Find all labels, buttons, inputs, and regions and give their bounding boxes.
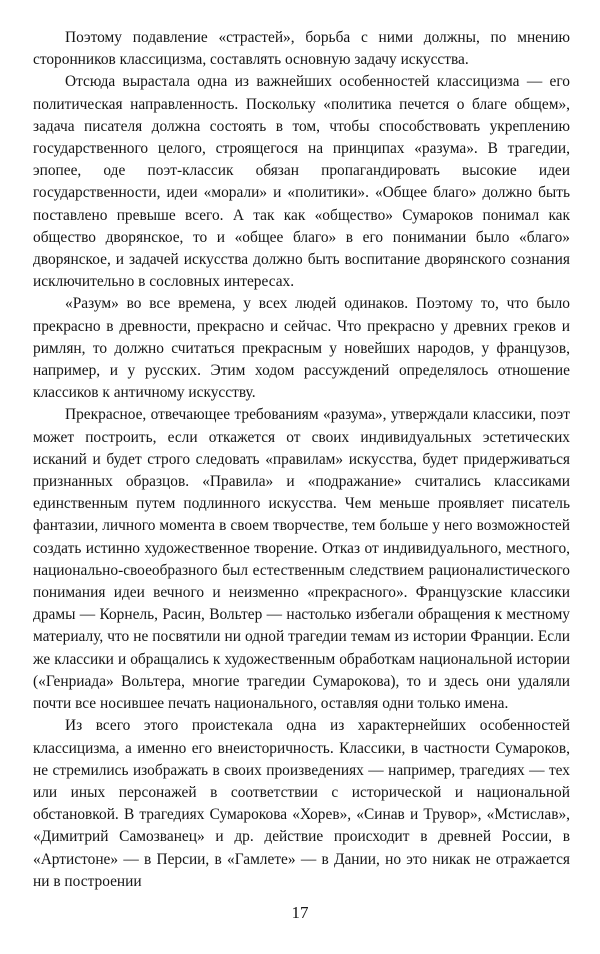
paragraph-5: Из всего этого проистекала одна из характернейших особенностей классицизма, а именно его внеисторичность. Классики, в частности Сумароков, не стремились изображать в своих произведениях — например, трагедиях — тех или иных персонажей в соответствии с исторической и национальной обстановкой. В трагедиях Сумарокова «Хорев», «Синав и Трувор», «Мстислав», «Димитрий Самозванец» и др. действие происходит в древней России, в «Артистоне» — в Персии, в «Гамлете» — в Дании, но это никак не отражается ни в построении [33, 717, 570, 890]
page-text [33, 27, 570, 893]
paragraph-1: Поэтому подавление «страстей», борьба с ними должны, по мнению сторонников классицизма, составлять основную задачу искусства. [33, 29, 570, 69]
paragraph-4: Прекрасное, отвечающее требованиям «разума», утверждали классики, поэт может построить, если откажется от своих индивидуальных эстетических исканий и будет строго следовать «правилам» искусства, будет придерживаться признанных образцов. «Правила» и «подражание» считались классиками единственным путем подлинного искусства. Чем меньше проявляет писатель фантазии, личного момента в своем творчестве, тем больше у него возможностей создать истинно художественное творение. Отказ от индивидуального, местного, национально-своеобразного был естественным следствием рационалистического понимания идеи вечного и неизменно «прекрасного». Французские классики драмы — Корнель, Расин, Вольтер — настолько избегали обращения к местному материалу, что не посвятили ни одной трагедии темам из истории Франции. Если же классики и обращались к художественным обработкам национальной истории («Генриада» Вольтера, многие трагедии Сумарокова), то и здесь они удаляли почти все носившее печать национального, оставляя одни только имена. [33, 406, 570, 713]
paragraph-3: «Разум» во все времена, у всех людей одинаков. Поэтому то, что было прекрасно в древности, прекрасно и сейчас. Что прекрасно у древних греков и римлян, то должно считаться прекрасным у новейших народов, у французов, например, и у русских. Этим ходом рассуждений определялось отношение классиков к античному искусству. [33, 295, 570, 402]
paragraph-2: Отсюда вырастала одна из важнейших особенностей классицизма — его политическая направленность. Поскольку «политика печется о благе общем», задача писателя должна состоять в том, чтобы способствовать укреплению государственного целого, строящегося на принципах «разума». В трагедии, эпопее, оде поэт-классик обязан пропагандировать высокие идеи государственности, идеи «морали» и «политики». «Общее благо» должно быть поставлено превыше всего. А так как «общество» Сумароков понимал как общество дворянское, то и «общее благо» в его понимании было «благо» дворянское, и задачей искусства должно быть воспитание дворянского сознания исключительно в сословных интересах. [33, 73, 570, 291]
page-number: 17 [291, 903, 309, 922]
